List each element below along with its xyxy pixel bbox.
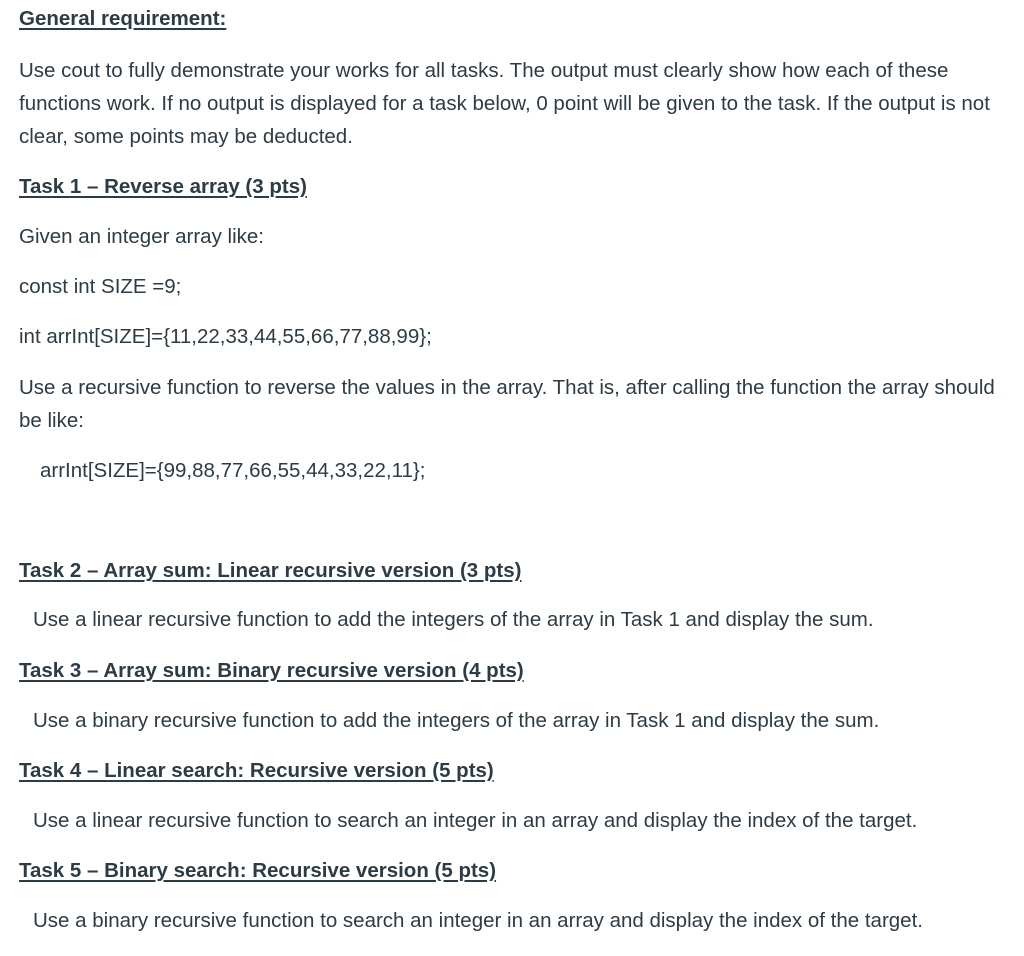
- task2-text: Use a linear recursive function to add the integers of the array in Task 1 and display the sum.: [33, 608, 874, 631]
- task5-heading: Task 5 – Binary search: Recursive version (5 pts): [19, 859, 497, 882]
- task1-code-array: int arrInt[SIZE]={11,22,33,44,55,66,77,88,99};: [19, 325, 432, 348]
- task2-heading: Task 2 – Array sum: Linear recursive version (3 pts): [19, 559, 522, 582]
- task1-result: arrInt[SIZE]={99,88,77,66,55,44,33,22,11};: [40, 459, 426, 482]
- task4-text: Use a linear recursive function to search an integer in an array and display the index of the target.: [33, 809, 918, 832]
- task1-instruction: Use a recursive function to reverse the values in the array. That is, after calling the function the array should be like:: [19, 376, 995, 432]
- task3-heading: Task 3 – Array sum: Binary recursive version (4 pts): [19, 659, 524, 682]
- general-requirement-text: Use cout to fully demonstrate your works for all tasks. The output must clearly show how each of these functions work. If no output is displayed for a task below, 0 point will be given to the task. If the output is not clear, some points may be deducted.: [19, 59, 990, 148]
- task1-code-size: const int SIZE =9;: [19, 275, 182, 298]
- task4-heading: Task 4 – Linear search: Recursive version (5 pts): [19, 759, 494, 782]
- task1-intro: Given an integer array like:: [19, 225, 264, 248]
- task5-text: Use a binary recursive function to search an integer in an array and display the index of the target.: [33, 909, 923, 932]
- task3-text: Use a binary recursive function to add the integers of the array in Task 1 and display the sum.: [33, 709, 880, 732]
- general-requirement-heading: General requirement:: [19, 7, 227, 30]
- task1-heading: Task 1 – Reverse array (3 pts): [19, 175, 307, 198]
